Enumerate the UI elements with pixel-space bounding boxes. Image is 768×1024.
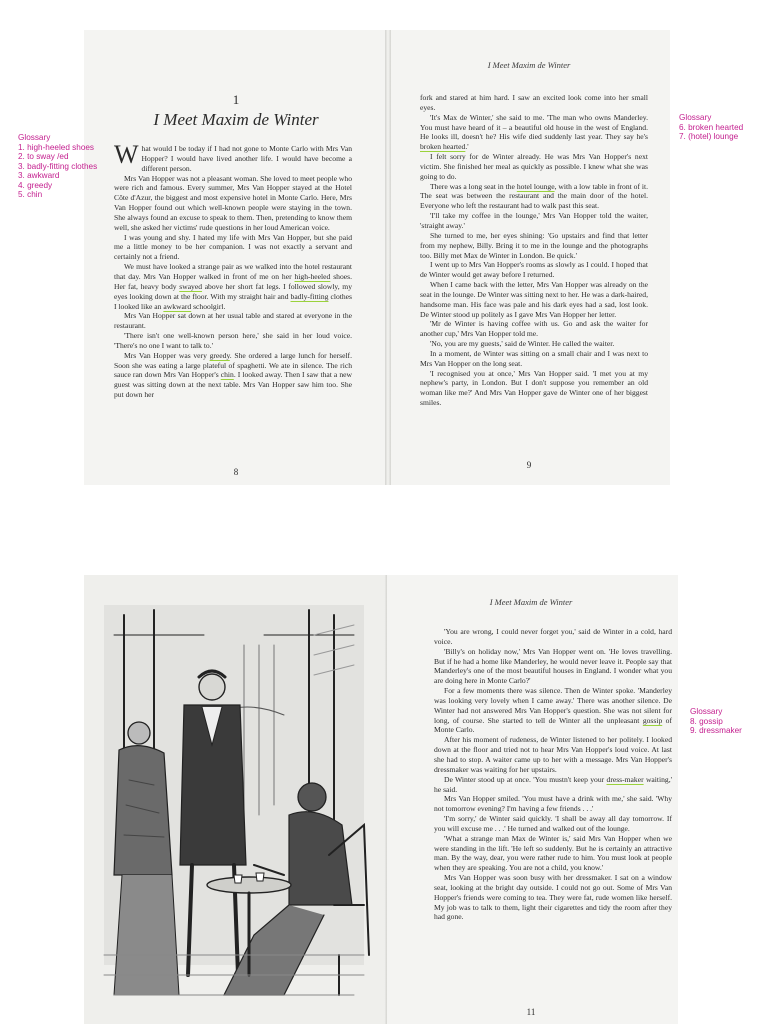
running-head: I Meet Maxim de Winter — [489, 597, 573, 607]
illustration-page — [84, 575, 384, 1024]
drop-cap: W — [114, 140, 139, 169]
highlighted-word: high-heeled — [294, 271, 331, 281]
paragraph: De Winter stood up at once. 'You mustn't keep your dress-maker waiting,' he said. — [434, 774, 672, 794]
paragraph: I went up to Mrs Van Hopper's rooms as slowly as I could. I hoped that de Winter would get away before I returned. — [420, 260, 648, 280]
glossary-item: 2. to sway /ed — [18, 152, 69, 161]
paragraph: 'Billy's on holiday now,' Mrs Van Hopper went on. 'He loves travelling. But if he had a home like Manderley, he would never leave it. People say that Manderley's one of the most beautiful houses in England. I wonder what you are doing here in Monte Carlo?' — [434, 646, 672, 686]
paragraph: Mrs Van Hopper was not a pleasant woman. She loved to meet people who were rich and famous. Every summer, Mrs Van Hopper stayed at the Hotel Côte d'Azur, the biggest and most expensive hotel in Monte Carlo. Here, Mrs Van Hopper found out which well-known people were staying in the town. She always found an excuse to speak to them. Then, pretending to know them well, she asked her victims' rude questions in her loud American voice. — [114, 173, 352, 232]
paragraph: In a moment, de Winter was sitting on a small chair and I was next to Mrs Van Hopper on the long seat. — [420, 348, 648, 368]
paragraph: For a few moments there was silence. Then de Winter spoke. 'Manderley was looking very lovely when I came away.' There was another silence. De Winter had not answered Mrs Van Hopper's question. She was not silent for long, of course. She started to tell de Winter all the unpleasant gossip of Monte Carlo. — [434, 686, 672, 735]
paragraph: 'It's Max de Winter,' she said to me. 'The man who owns Manderley. You must have heard of it – a beautiful old house in the west of England. He looks ill, doesn't he? His wife died suddenly last year. They say he's broken hearted.' — [420, 112, 648, 152]
paragraph: Mrs Van Hopper smiled. 'You must have a drink with me,' she said. 'Why not tomorrow evening? I'm having a few friends . . .' — [434, 794, 672, 814]
paragraph: 'I'm sorry,' de Winter said quickly. 'I shall be away all day tomorrow. If you will excuse me . . .' He turned and walked out of the lounge. — [434, 814, 672, 833]
paragraph: Mrs Van Hopper was soon busy with her dressmaker. I sat on a window seat, looking at the bright day outside. I could not go out. Some of Mrs Van Hopper's friends were coming to tea. They were fat, rude women like herself. My job was to talk to them, light their cigarettes and tidy the room after they had gone. — [434, 873, 672, 922]
paragraph: Mrs Van Hopper was very greedy. She ordered a large lunch for herself. Soon she was eating a large plateful of spaghetti. We ate in silence. The rich sauce ran down Mrs Van Hopper's chin. I looked away. Then I saw that a new guest was sitting down at the next table. Mrs Van Hopper saw him too. She put down her — [114, 350, 352, 400]
glossary-notes-1 — [18, 133, 97, 200]
glossary-notes-2 — [679, 113, 743, 142]
glossary-item: 7. (hotel) lounge — [679, 132, 739, 141]
page-gutter — [388, 30, 391, 485]
paragraph: 'I'll take my coffee in the lounge,' Mrs Van Hopper told the waiter, 'straight away.' — [420, 211, 648, 230]
paragraph: I felt sorry for de Winter already. He was Mrs Van Hopper's next victim. She finished her meal as quickly as possible. I knew what she was going to do. — [420, 152, 648, 181]
chapter-title: I Meet Maxim de Winter — [153, 110, 319, 129]
paragraph: 'I recognised you at once,' Mrs Van Hopper said. 'I met you at my nephew's party, in London. But I don't suppose you remember an old woman like me?' And Mrs Van Hopper gave de Winter one of her biggest smiles. — [420, 368, 648, 408]
paragraph — [114, 140, 352, 174]
paragraph: There was a long seat in the hotel lounge, with a low table in front of it. The seat was between the restaurant and the main door of the hotel. Everyone who left the restaurant had to walk past this seat. — [420, 181, 649, 211]
book-page-8 — [84, 30, 388, 485]
paragraph: fork and stared at him hard. I saw an excited look come into her small eyes. — [420, 93, 648, 112]
paragraph: We must have looked a strange pair as we walked into the hotel restaurant that day. Mrs Van Hopper walked in front of me on her high-heeled shoes. Her fat, heavy body swayed above her short fat legs. I followed slowly, my eyes looking down at the floor. With my straight hair and badly-fitting clothes I looked like an awkward schoolgirl. — [114, 262, 352, 311]
running-head: I Meet Maxim de Winter — [487, 60, 571, 70]
page-11-text — [434, 627, 672, 922]
highlighted-word: badly-fitting — [290, 291, 329, 301]
paragraph: 'What a strange man Max de Winter is,' said Mrs Van Hopper when we were standing in the lift. 'He left so suddenly. But he is certainly an attractive man. By the way, dear, you were rather rude to him. You must look at people when they are speaking. You are not a child, you know.' — [434, 833, 672, 873]
glossary-item: 6. broken hearted — [679, 122, 744, 132]
highlighted-word: hotel lounge — [516, 181, 555, 191]
paragraph: 'You are wrong, I could never forget you,' said de Winter in a cold, hard voice. — [434, 627, 672, 646]
page-8-text — [114, 140, 352, 400]
glossary-item: 4. greedy — [18, 180, 53, 190]
highlighted-word: broken hearted — [420, 142, 466, 152]
glossary-heading: Glossary — [18, 133, 51, 142]
paragraph-text: hat would I be today if I had not gone to Monte Carlo with Mrs Van Hopper? I would have lived another life. I would have become a different person. — [141, 144, 352, 173]
page-number: 9 — [526, 460, 532, 470]
page-gutter — [384, 575, 387, 1024]
glossary-heading: Glossary — [679, 113, 712, 122]
highlighted-word: greedy — [209, 350, 230, 360]
glossary-item: 9. dressmaker — [690, 726, 742, 735]
page-number: 8 — [233, 467, 239, 477]
paragraph: I was young and shy. I hated my life with Mrs Van Hopper, but she paid me a little money to be her companion. I was not exactly a servant and certainly not a friend. — [114, 232, 352, 262]
paragraph: 'There isn't one well-known person here,' she said in her loud voice. 'There's no one I want to talk to.' — [114, 331, 352, 350]
paragraph: She turned to me, her eyes shining: 'Go upstairs and find that letter from my nephew, Billy. Bring it to me in the lounge and the photographs too. Billy met Max de Winter in London. Be quick.' — [420, 230, 648, 260]
page-number: 11 — [526, 1007, 536, 1017]
paragraph: After his moment of rudeness, de Winter listened to her politely. I looked down at the floor and tried not to hear Mrs Van Hopper's loud voice. At last she had to stop. A waiter came up to her with a message. Mrs Van Hopper's dressmaker was waiting for her upstairs. — [434, 735, 672, 774]
paragraph: 'Mr de Winter is having coffee with us. Go and ask the waiter for another cup,' Mrs Van Hopper told me. — [420, 319, 648, 339]
paragraph: 'No, you are my guests,' said de Winter. He called the waiter. — [430, 339, 615, 349]
book-page-9 — [388, 30, 670, 485]
book-page-11 — [384, 575, 678, 1024]
glossary-item: 5. chin — [18, 190, 43, 199]
highlighted-word: chin — [220, 370, 234, 380]
highlighted-word: dress-maker — [606, 774, 644, 784]
glossary-item: 3. awkward — [18, 171, 60, 180]
page-9-text — [420, 93, 648, 408]
paragraph: When I came back with the letter, Mrs Van Hopper was already on the seat in the lounge. De Winter was sitting next to her. He was a dark-haired, handsome man. His face was pale and his dark eyes had a sad, lost look. De Winter stood up politely as I gave Mrs Van Hopper her letter. — [420, 280, 648, 319]
glossary-item: 3. badly-fitting clothes — [18, 161, 98, 171]
glossary-notes-3 — [690, 707, 742, 736]
glossary-item: 1. high-heeled shoes — [18, 142, 95, 152]
highlighted-word: awkward — [163, 301, 192, 311]
glossary-item: 8. gossip — [690, 716, 723, 726]
paragraph: Mrs Van Hopper sat down at her usual table and stared at everyone in the restaurant. — [114, 311, 352, 331]
highlighted-word: gossip — [642, 715, 663, 725]
glossary-heading: Glossary — [690, 707, 723, 716]
chapter-number: 1 — [232, 92, 240, 107]
sketch-illustration — [84, 575, 384, 1024]
highlighted-word: swayed — [179, 281, 203, 291]
